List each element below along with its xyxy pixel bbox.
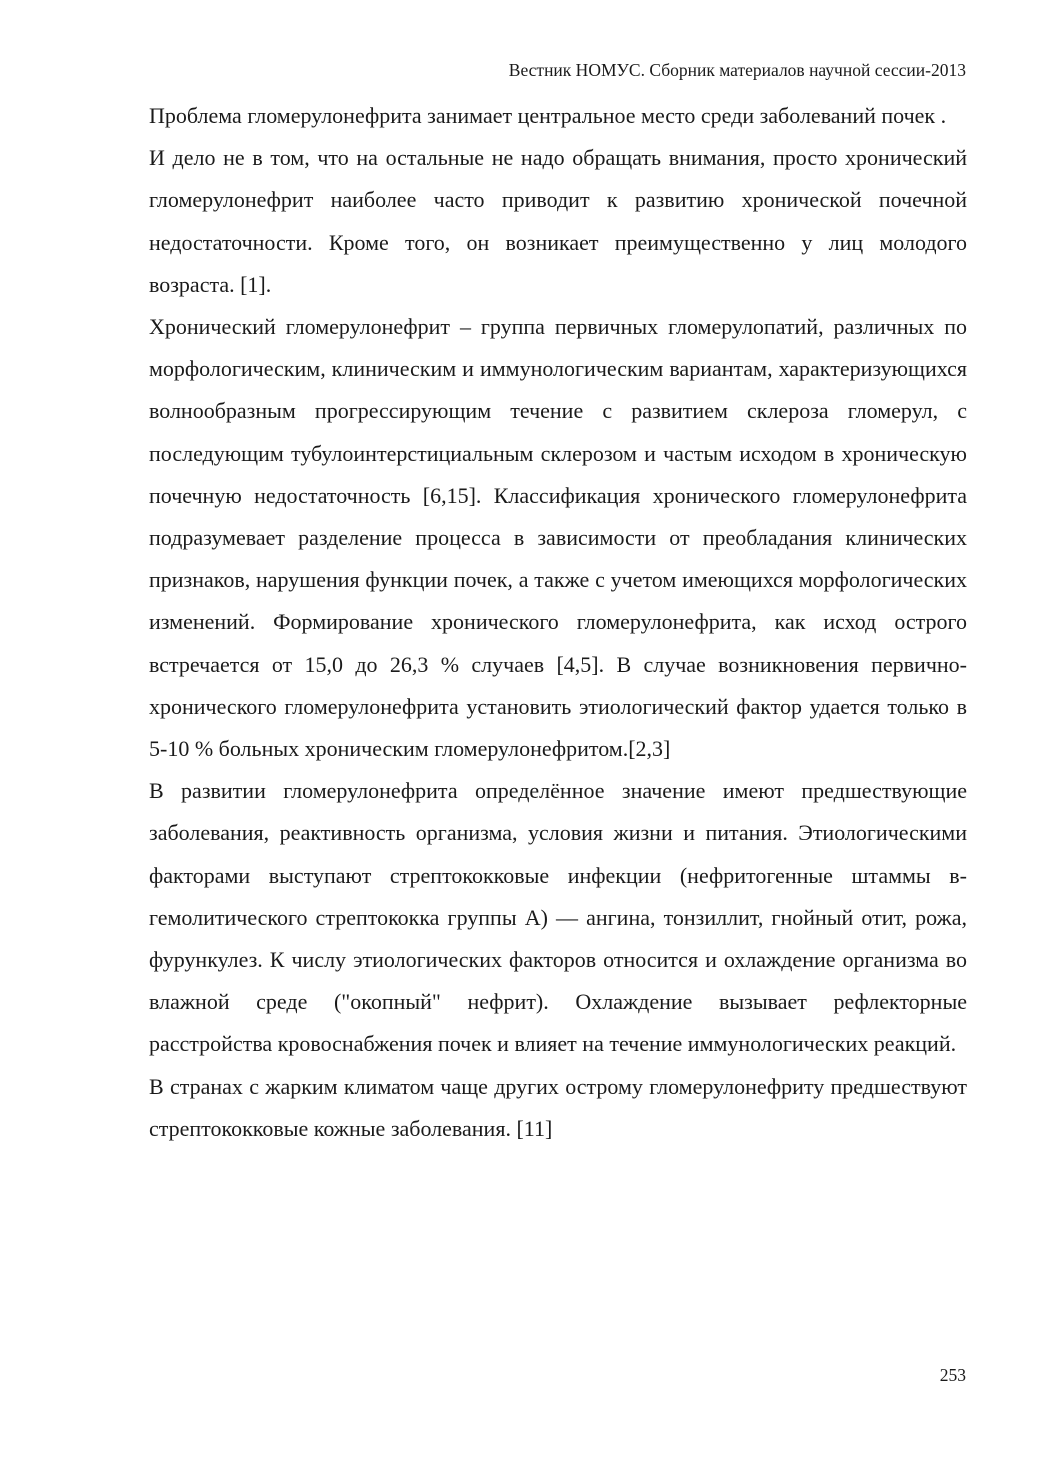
paragraph-problem-intro: Проблема гломерулонефрита занимает центральное место среди заболеваний почек . xyxy=(149,103,947,128)
page-body xyxy=(149,95,967,1150)
paragraph-definition-classification: Хронический гломерулонефрит – группа первичных гломерулопатий, различных по морфологическим, клиническим и иммунологическим вариантам, характеризующихся волнообразным прогрессирующим течение с развитием склероза гломерул, с последующим тубулоинтерстициальным склерозом и частым исходом в хроническую почечную недостаточность [6,15]. Классификация хронического гломерулонефрита подразумевает разделение процесса в зависимости от преобладания клинических признаков, нарушения функции почек, а также с учетом имеющихся морфологических изменений. Формирование хронического гломерулонефрита, как исход острого встречается от 15,0 до 26,3 % случаев [4,5]. В случае возникновения первично-хронического гломерулонефрита установить этиологический фактор удается только в 5-10 % больных хроническим гломерулонефритом.[2,3] xyxy=(149,314,967,762)
page-number: 253 xyxy=(939,1365,966,1385)
paragraph-hot-climate: В странах с жарким климатом чаще других острому гломерулонефриту предшествуют стрептококковые кожные заболевания. [11] xyxy=(149,1073,967,1141)
paragraph-etiology: В развитии гломерулонефрита определённое значение имеют предшествующие заболевания, реактивность организма, условия жизни и питания. Этиологическими факторами выступают стрептококковые инфекции (нефритогенные штаммы в-гемолитического стрептококка группы А) — ангина, тонзиллит, гнойный отит, рожа, фурункулез. К числу этиологических факторов относится и охлаждение организма во влажной среде ("окопный" нефрит). Охлаждение вызывает рефлекторные расстройства кровоснабжения почек и влияет на течение иммунологических реакций. xyxy=(149,778,967,1057)
running-header: Вестник НОМУС. Сборник материалов научной сессии-2013 xyxy=(508,60,966,80)
paragraph-chronic-renal-failure: И дело не в том, что на остальные не надо обращать внимания, просто хронический гломерулонефрит наиболее часто приводит к развитию хронической почечной недостаточности. Кроме того, он возникает преимущественно у лиц молодого возраста. [1]. xyxy=(149,145,967,297)
